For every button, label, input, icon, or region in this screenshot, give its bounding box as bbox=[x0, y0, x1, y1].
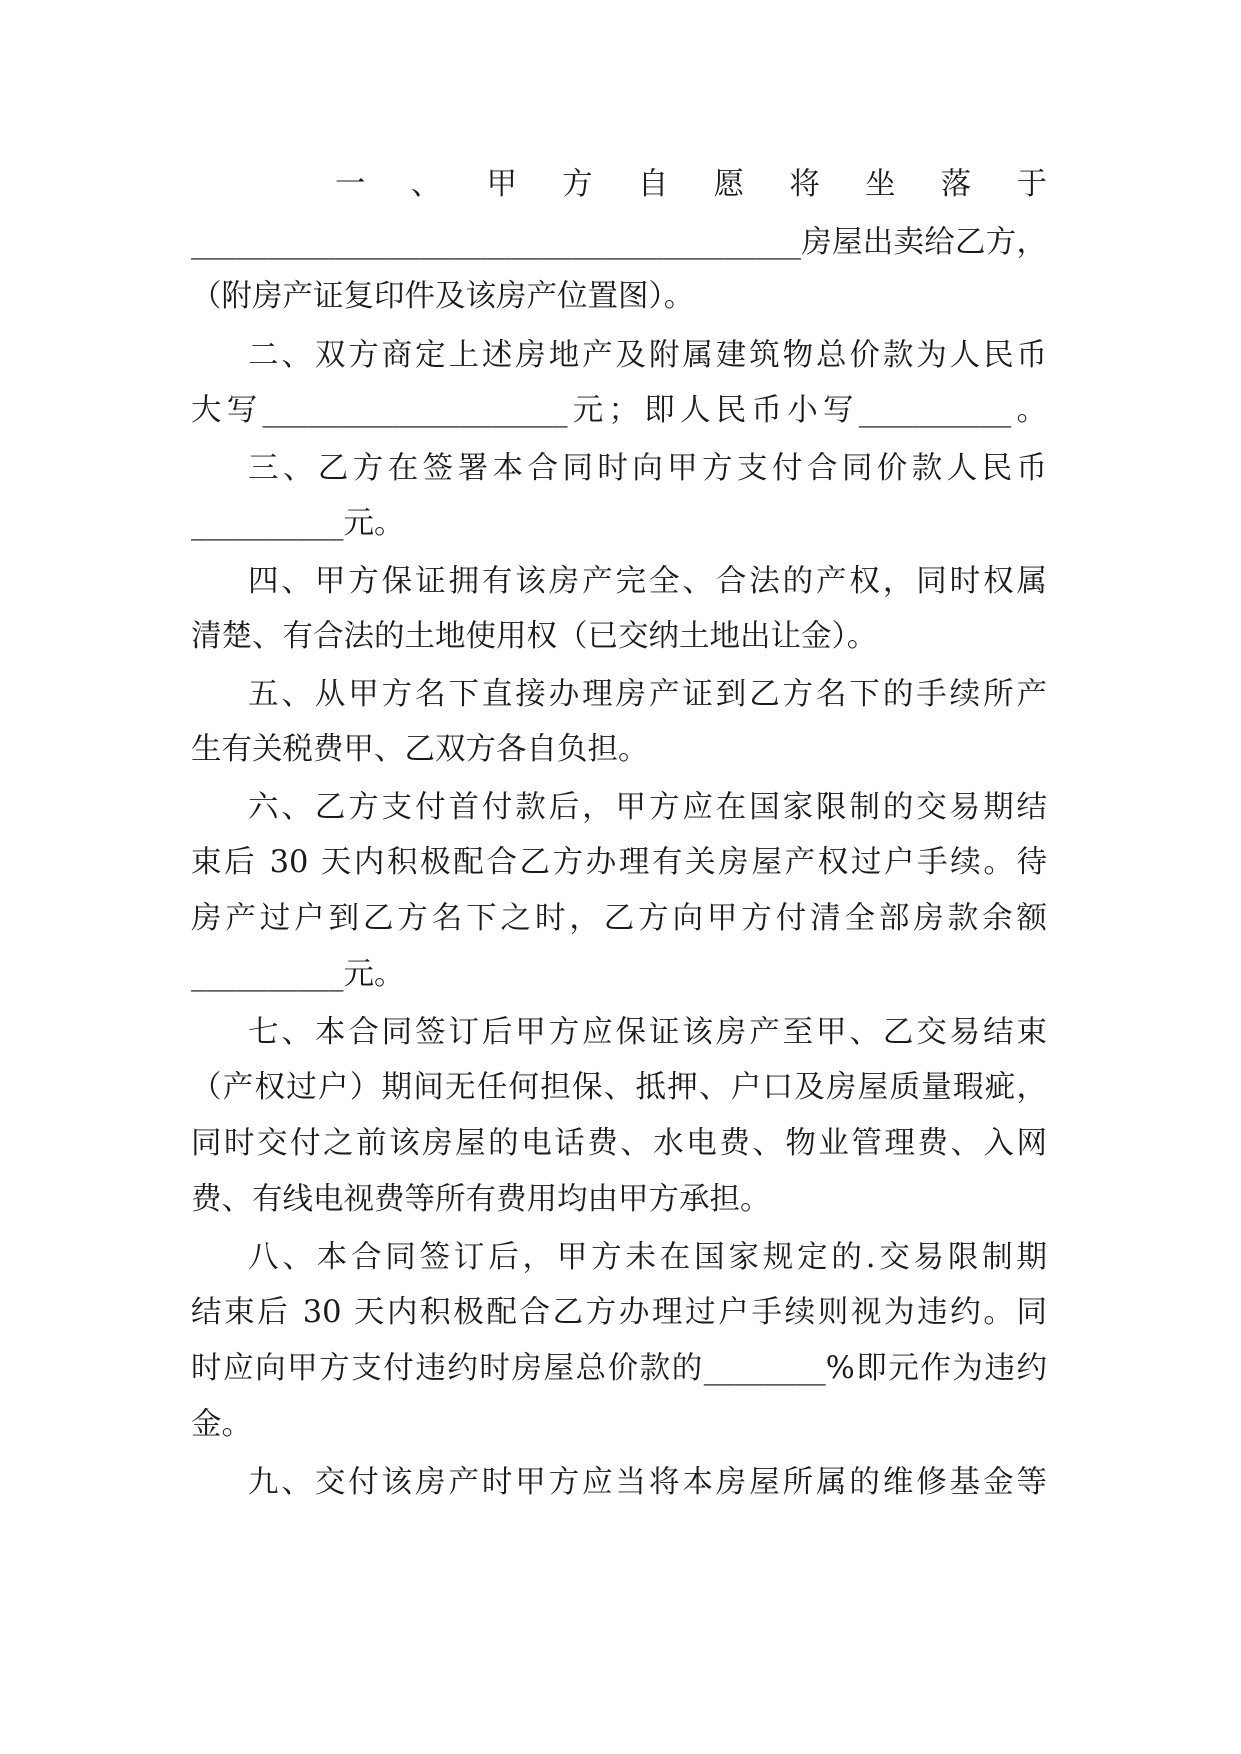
clause-5-line-1: 五、从甲方名下直接办理房产证到乙方名下的手续所产 bbox=[248, 677, 1047, 712]
clause-2-line-1: 二、双方商定上述房地产及附属建筑物总价款为人民币 bbox=[248, 338, 1047, 373]
clause-1-line-3: （附房产证复印件及该房产位置图）。 bbox=[191, 279, 695, 314]
clause-5-line-2: 生有关税费甲、乙双方各自负担。 bbox=[191, 732, 649, 767]
clause-2-line-2: 大写____________________元；即人民币小写__________。 bbox=[191, 393, 1047, 428]
clause-1-line-1: 一 、 甲 方 自 愿 将 坐 落 于 bbox=[335, 167, 1047, 202]
clause-6-line-4: __________元。 bbox=[191, 957, 405, 992]
clause-8-line-2: 结束后 30 天内积极配合乙方办理过户手续则视为违约。同 bbox=[191, 1295, 1047, 1330]
clause-8-line-4: 金。 bbox=[191, 1407, 252, 1442]
clause-1-line-2: ________________________________________房屋出卖给乙方， bbox=[191, 225, 1047, 260]
clause-7-line-2: （产权过户）期间无任何担保、抵押、户口及房屋质量瑕疵， bbox=[191, 1070, 1047, 1105]
clause-7-line-1: 七、本合同签订后甲方应保证该房产至甲、乙交易结束 bbox=[248, 1015, 1047, 1050]
clause-4-line-1: 四、甲方保证拥有该房产完全、合法的产权，同时权属 bbox=[248, 564, 1047, 599]
clause-3-line-2: __________元。 bbox=[191, 506, 405, 541]
clause-6-line-1: 六、乙方支付首付款后，甲方应在国家限制的交易期结 bbox=[248, 790, 1047, 825]
clause-7-line-4: 费、有线电视费等所有费用均由甲方承担。 bbox=[191, 1182, 771, 1217]
clause-6-line-2: 束后 30 天内积极配合乙方办理有关房屋产权过户手续。待 bbox=[191, 845, 1047, 880]
clause-3-line-1: 三、乙方在签署本合同时向甲方支付合同价款人民币 bbox=[248, 451, 1047, 486]
clause-7-line-3: 同时交付之前该房屋的电话费、水电费、物业管理费、入网 bbox=[191, 1126, 1047, 1161]
clause-9-line-1: 九、交付该房产时甲方应当将本房屋所属的维修基金等 bbox=[248, 1465, 1047, 1500]
clause-8-line-1: 八、本合同签订后，甲方未在国家规定的.交易限制期 bbox=[248, 1240, 1047, 1275]
clause-4-line-2: 清楚、有合法的土地使用权（已交纳土地出让金）。 bbox=[191, 619, 878, 654]
clause-8-line-3: 时应向甲方支付违约时房屋总价款的________%即元作为违约 bbox=[191, 1351, 1047, 1386]
clause-6-line-3: 房产过户到乙方名下之时，乙方向甲方付清全部房款余额 bbox=[191, 901, 1047, 936]
